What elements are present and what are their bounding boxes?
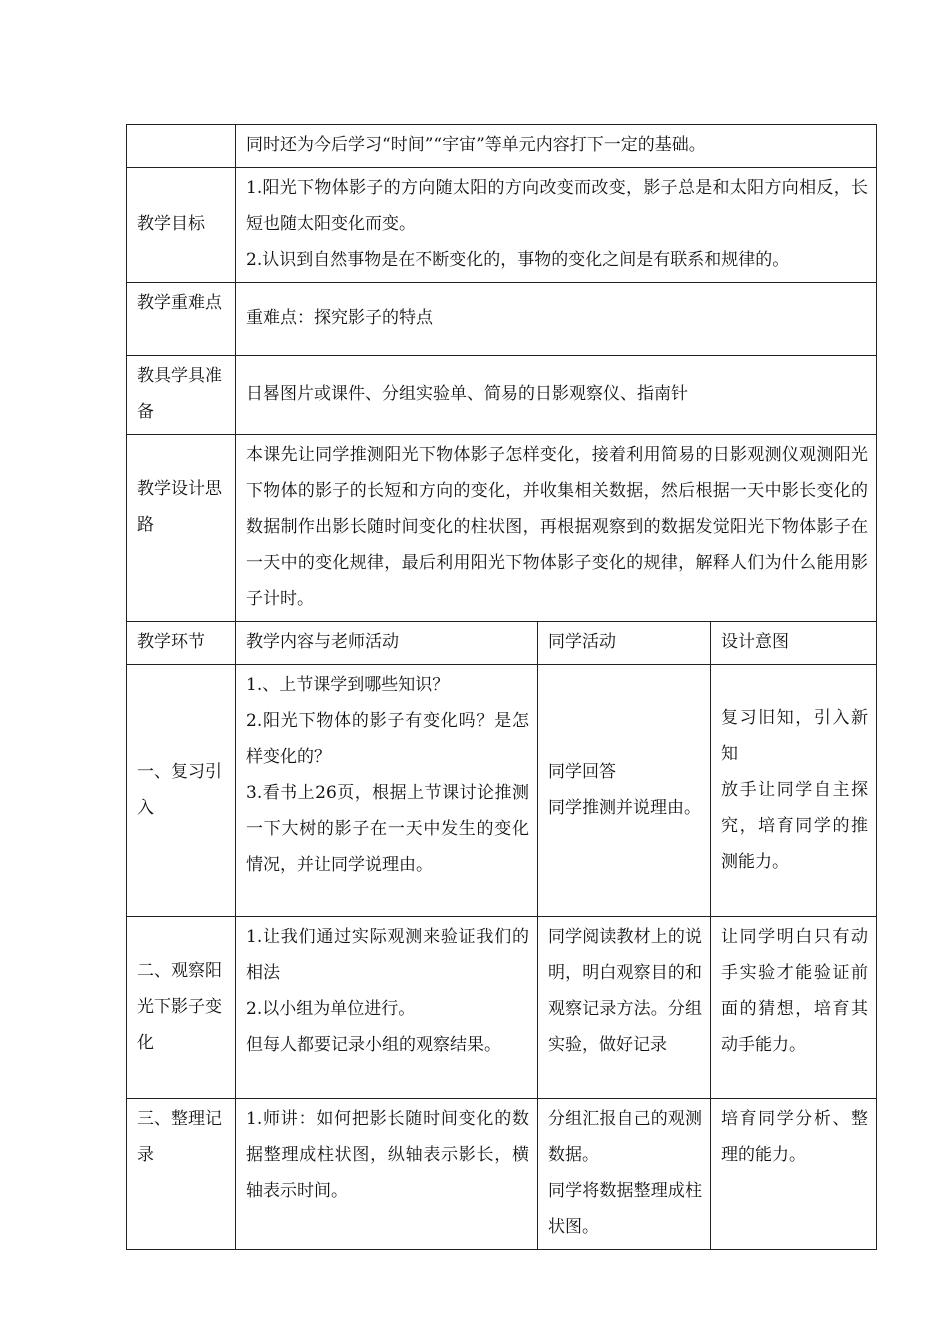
materials-label: 教具学具准备 (127, 356, 236, 435)
stage2-content-3: 但每人都要记录小组的观察结果。 (246, 1035, 501, 1055)
objectives-content (236, 168, 877, 283)
key-points-label: 教学重难点 (127, 283, 236, 356)
stage2-intent: 让同学明白只有动手实验才能验证前面的猜想，培育其动手能力。 (711, 917, 877, 1099)
header-stage: 教学环节 (127, 622, 236, 665)
stage2-label: 二、观察阳光下影子变化 (127, 917, 236, 1099)
row-intro-continued (127, 125, 877, 168)
row-stage-3 (127, 1099, 877, 1250)
stage3-content: 1.师讲：如何把影长随时间变化的数据整理成柱状图，纵轴表示影长，横轴表示时间。 (236, 1099, 538, 1250)
header-student: 同学活动 (538, 622, 711, 665)
stage1-content-3: 3.看书上26页，根据上节课讨论推测一下大树的影子在一天中发生的变化情况，并让同学说理由。 (246, 783, 529, 875)
stage3-student-2: 同学将数据整理成柱状图。 (548, 1181, 702, 1237)
stage1-student-1: 同学回答 (548, 761, 616, 782)
row-stage-1 (127, 665, 877, 917)
key-points-text: 重难点：探究影子的特点 (236, 283, 877, 356)
row-design (127, 435, 877, 622)
header-content: 教学内容与老师活动 (236, 622, 538, 665)
stage3-label: 三、整理记录 (127, 1099, 236, 1250)
objective-2: 2.认识到自然事物是在不断变化的，事物的变化之间是有联系和规律的。 (246, 250, 790, 270)
header-intent: 设计意图 (711, 622, 877, 665)
stage1-label: 一、复习引入 (127, 665, 236, 917)
stage1-content-1: 1.、上节课学到哪些知识？ (246, 675, 450, 695)
objective-1: 1.阳光下物体影子的方向随太阳的方向改变而改变，影子总是和太阳方向相反，长短也随太阳变化而变。 (246, 178, 869, 234)
stage2-content-2: 2.以小组为单位进行。 (246, 999, 416, 1019)
intro-continued-text: 同时还为今后学习“时间”“宇宙”等单元内容打下一定的基础。 (236, 125, 877, 168)
row-stage-2 (127, 917, 877, 1099)
materials-text: 日晷图片或课件、分组实验单、简易的日影观察仪、指南针 (236, 356, 877, 435)
stage1-student-2: 同学推测并说理由。 (548, 797, 701, 818)
objectives-label: 教学目标 (127, 168, 236, 283)
stage1-intent-2: 放手让同学自主探究，培育同学的推测能力。 (721, 779, 869, 872)
stage2-student: 同学阅读教材上的说明，明白观察目的和观察记录方法。分组实验，做好记录 (538, 917, 711, 1099)
stage2-content-1: 1.让我们通过实际观测来验证我们的相法 (246, 927, 529, 983)
row-key-points (127, 283, 877, 356)
stage2-content (236, 917, 538, 1099)
design-text: 本课先让同学推测阳光下物体影子怎样变化，接着利用简易的日影观测仪观测阳光下物体的影子的长短和方向的变化，并收集相关数据，然后根据一天中影长变化的数据制作出影长随时间变化的柱状图，再根据观察到的数据发觉阳光下物体影子在一天中的变化规律，最后利用阳光下物体影子变化的规律，解释人们为什么能用影子计时。 (236, 435, 877, 622)
lesson-plan-page (126, 124, 876, 1250)
row-materials (127, 356, 877, 435)
stage1-intent (711, 665, 877, 917)
empty-label-cell (127, 125, 236, 168)
stage3-student-1: 分组汇报自己的观测数据。 (548, 1109, 702, 1165)
design-label: 教学设计思路 (127, 435, 236, 622)
stage3-intent: 培育同学分析、整理的能力。 (711, 1099, 877, 1250)
row-table-header (127, 622, 877, 665)
stage3-student (538, 1099, 711, 1250)
stage1-content-2: 2.阳光下物体的影子有变化吗？是怎样变化的？ (246, 711, 529, 767)
row-objectives (127, 168, 877, 283)
stage1-student (538, 665, 711, 917)
stage1-content (236, 665, 538, 917)
stage1-intent-1: 复习旧知，引入新知 (721, 707, 869, 764)
lesson-plan-table (126, 124, 877, 1250)
